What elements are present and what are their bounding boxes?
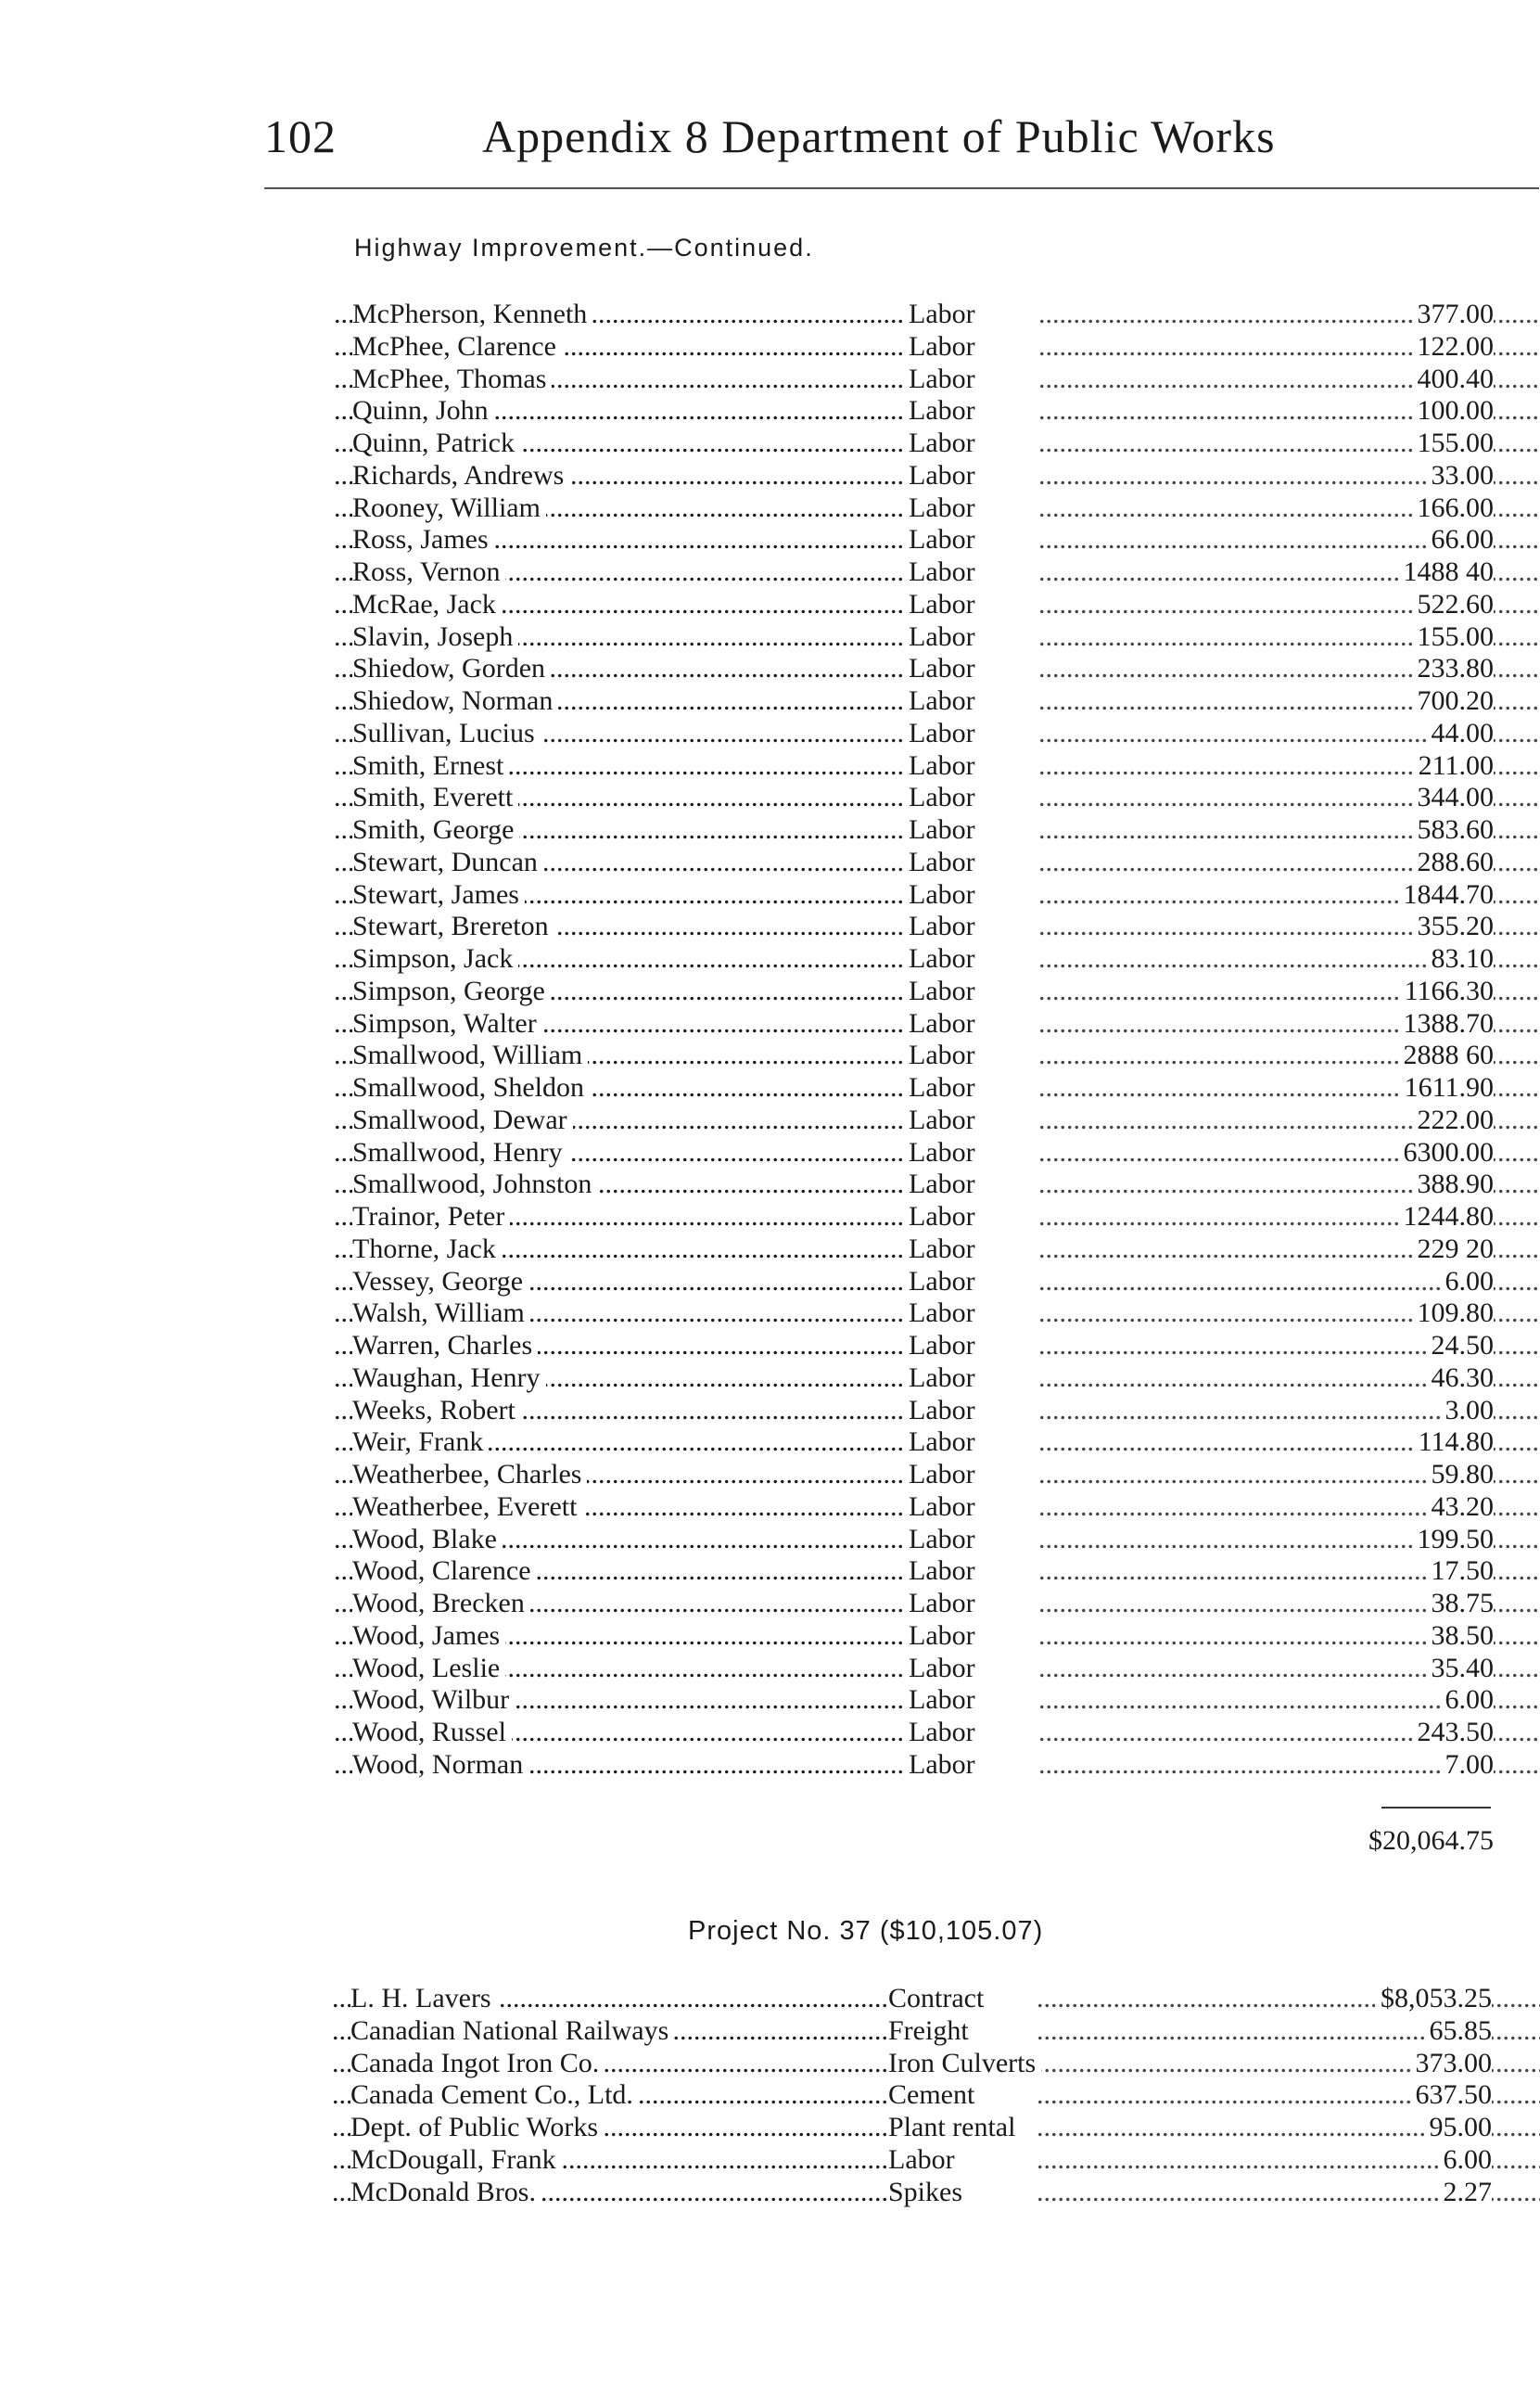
row-amount: 95.00 [1424, 2112, 1493, 2144]
row-name: Wood, Clarence [352, 1555, 537, 1588]
row-name: Weir, Frank [352, 1426, 489, 1459]
row-name: McRae, Jack [352, 589, 502, 621]
table-row [334, 1040, 1493, 1072]
row-type: Contract [888, 1983, 989, 2015]
table-row [334, 814, 1493, 847]
row-type: Labor [909, 1717, 981, 1749]
table-row [334, 750, 1493, 783]
row-amount: 166.00 [1412, 492, 1495, 525]
row-amount: 388.90 [1412, 1169, 1495, 1201]
row-name: Wood, Russel [352, 1717, 512, 1749]
table-row [334, 1459, 1493, 1491]
row-name: Stewart, Duncan [352, 847, 543, 879]
row-name: McPherson, Kenneth [352, 299, 592, 331]
table-row [334, 911, 1493, 943]
table-row [334, 1491, 1493, 1524]
row-name: Walsh, William [352, 1297, 530, 1330]
table-row [334, 1201, 1493, 1233]
row-type: Labor [909, 331, 981, 364]
table-row [334, 685, 1493, 718]
row-name: Sullivan, Lucius [352, 718, 541, 750]
row-name: Smallwood, Henry [352, 1137, 568, 1170]
table-row [334, 653, 1493, 685]
table-row [334, 1297, 1493, 1330]
row-type: Labor [909, 1362, 981, 1395]
row-name: Ross, Vernon [352, 556, 505, 589]
row-name: Rooney, William [352, 492, 546, 525]
row-type: Labor [909, 492, 981, 525]
row-type: Labor [909, 1524, 981, 1556]
row-amount: 43.20 [1426, 1491, 1495, 1524]
table-row [334, 1653, 1493, 1685]
table-row [332, 2177, 1491, 2209]
row-name: Canada Cement Co., Ltd. [350, 2079, 639, 2112]
row-name: Warren, Charles [352, 1330, 538, 1362]
row-name: Canada Ingot Iron Co. [350, 2048, 605, 2080]
row-amount: 2888 60 [1398, 1040, 1495, 1072]
table-row [334, 1717, 1493, 1749]
table-row [334, 589, 1493, 621]
row-name: Wood, Wilbur [352, 1684, 515, 1717]
row-type: Labor [909, 1653, 981, 1685]
labor-list [334, 299, 1493, 1782]
row-amount: 155.00 [1412, 428, 1495, 460]
row-amount: 1844.70 [1398, 879, 1495, 912]
row-name: Simpson, George [352, 976, 551, 1008]
row-name: Wood, Blake [352, 1524, 503, 1556]
row-name: Weatherbee, Everett [352, 1491, 582, 1524]
row-type: Labor [909, 1040, 981, 1072]
table-row [334, 1426, 1493, 1459]
row-type: Labor [909, 556, 981, 589]
row-type: Labor [909, 621, 981, 654]
row-type: Labor [909, 428, 981, 460]
row-amount: 373.00 [1410, 2048, 1493, 2080]
row-amount: 38.50 [1426, 1620, 1495, 1653]
row-amount: 46.30 [1426, 1362, 1495, 1395]
row-type: Spikes [888, 2177, 968, 2209]
row-type: Labor [909, 653, 981, 685]
table-row [334, 556, 1493, 589]
row-amount: 233.80 [1412, 653, 1495, 685]
row-type: Labor [909, 524, 981, 556]
row-amount: 1166.30 [1399, 976, 1494, 1008]
table-row [332, 2079, 1491, 2112]
table-row [334, 976, 1493, 1008]
row-name: Smallwood, Johnston [352, 1169, 597, 1201]
row-name: Wood, James [352, 1620, 505, 1653]
table-row [334, 1008, 1493, 1041]
row-amount: 1611.90 [1399, 1072, 1494, 1105]
table-row [334, 1362, 1493, 1395]
table-row [334, 428, 1493, 460]
row-amount: 222.00 [1412, 1105, 1495, 1137]
row-name: Smallwood, William [352, 1040, 588, 1072]
table-row [334, 364, 1493, 396]
row-amount: 38.75 [1426, 1588, 1495, 1620]
row-amount: 3.00 [1440, 1395, 1495, 1427]
table-row [334, 524, 1493, 556]
row-name: Stewart, James [352, 879, 525, 912]
row-name: Wood, Brecken [352, 1588, 530, 1620]
row-name: Waughan, Henry [352, 1362, 546, 1395]
row-name: Simpson, Jack [352, 943, 518, 976]
row-amount: 522.60 [1412, 589, 1495, 621]
table-row [334, 1395, 1493, 1427]
row-type: Labor [909, 1169, 981, 1201]
section-heading: Highway Improvement.—Continued. [354, 234, 814, 262]
table-row [334, 492, 1493, 525]
row-name: Weatherbee, Charles [352, 1459, 587, 1491]
table-row [334, 1266, 1493, 1298]
row-amount: 6.00 [1438, 2144, 1493, 2177]
row-amount: 33.00 [1426, 460, 1495, 492]
row-name: Dept. of Public Works [350, 2112, 604, 2144]
row-amount: 7.00 [1440, 1749, 1495, 1782]
row-type: Labor [909, 1395, 981, 1427]
row-type: Labor [909, 1555, 981, 1588]
row-amount: 243.50 [1412, 1717, 1495, 1749]
row-amount: $8,053.25 [1375, 1983, 1492, 2015]
row-amount: 155.00 [1412, 621, 1495, 654]
page-title: Appendix 8 Department of Public Works [482, 110, 1276, 162]
row-name: Quinn, Patrick [352, 428, 520, 460]
row-type: Labor [909, 879, 981, 912]
row-name: Shiedow, Norman [352, 685, 558, 718]
row-type: Labor [909, 1137, 981, 1170]
table-row [332, 2112, 1491, 2144]
table-row [334, 460, 1493, 492]
table-row [334, 847, 1493, 879]
row-type: Labor [909, 1233, 981, 1266]
row-name: Thorne, Jack [352, 1233, 502, 1266]
row-name: Shiedow, Gorden [352, 653, 551, 685]
row-amount: 377.00 [1412, 299, 1495, 331]
row-amount: 637.50 [1410, 2079, 1493, 2112]
row-type: Labor [909, 1459, 981, 1491]
page-number: 102 [264, 110, 337, 162]
row-amount: 35.40 [1426, 1653, 1495, 1685]
row-type: Plant rental [888, 2112, 1021, 2144]
table-row [334, 782, 1493, 814]
row-name: Trainor, Peter [352, 1201, 510, 1233]
row-type: Labor [909, 589, 981, 621]
row-type: Labor [909, 1749, 981, 1782]
row-type: Labor [909, 1201, 981, 1233]
row-type: Labor [909, 1072, 981, 1105]
row-type: Labor [909, 718, 981, 750]
table-row [334, 299, 1493, 331]
row-type: Labor [909, 299, 981, 331]
row-name: Simpson, Walter [352, 1008, 542, 1041]
row-name: Stewart, Brereton [352, 911, 554, 943]
row-amount: 59.80 [1426, 1459, 1495, 1491]
row-amount: 400.40 [1412, 364, 1495, 396]
total-rule [1381, 1807, 1491, 1809]
row-type: Labor [909, 364, 981, 396]
table-row [334, 1749, 1493, 1782]
row-name: Smith, Everett [352, 782, 518, 814]
row-type: Labor [909, 911, 981, 943]
row-amount: 355.20 [1412, 911, 1495, 943]
row-name: Wood, Leslie [352, 1653, 505, 1685]
row-type: Labor [909, 1620, 981, 1653]
table-row [334, 1555, 1493, 1588]
row-amount: 114.80 [1413, 1426, 1494, 1459]
table-row [334, 1169, 1493, 1201]
row-name: Weeks, Robert [352, 1395, 521, 1427]
table-row [334, 1524, 1493, 1556]
header-rule [264, 187, 1539, 189]
table-row [334, 1330, 1493, 1362]
row-name: McDougall, Frank [350, 2144, 562, 2177]
table-row [334, 943, 1493, 976]
row-type: Labor [909, 1426, 981, 1459]
row-name: Smith, George [352, 814, 519, 847]
row-amount: 199.50 [1412, 1524, 1495, 1556]
row-name: Smallwood, Dewar [352, 1105, 573, 1137]
row-name: L. H. Lavers [350, 1983, 497, 2015]
table-row [334, 1620, 1493, 1653]
row-amount: 700.20 [1412, 685, 1495, 718]
table-row [334, 1072, 1493, 1105]
row-name: McPhee, Thomas [352, 364, 552, 396]
row-name: Smith, Ernest [352, 750, 509, 783]
row-amount: 24.50 [1426, 1330, 1495, 1362]
row-type: Labor [909, 976, 981, 1008]
project-list [332, 1983, 1491, 2208]
row-type: Labor [909, 1684, 981, 1717]
row-name: Smallwood, Sheldon [352, 1072, 590, 1105]
table-row [334, 621, 1493, 654]
table-row [334, 718, 1493, 750]
row-type: Labor [909, 1105, 981, 1137]
row-type: Cement [888, 2079, 980, 2112]
row-amount: 2.27 [1438, 2177, 1493, 2209]
row-name: Quinn, John [352, 395, 494, 428]
row-type: Labor [909, 782, 981, 814]
table-row [334, 879, 1493, 912]
row-type: Iron Culverts [888, 2048, 1041, 2080]
row-amount: 65.85 [1424, 2015, 1493, 2048]
table-row [332, 2015, 1491, 2048]
row-amount: 211.00 [1413, 750, 1494, 783]
row-name: Wood, Norman [352, 1749, 528, 1782]
row-amount: 344.00 [1412, 782, 1495, 814]
section-total: $20,064.75 [1368, 1825, 1494, 1856]
row-type: Labor [909, 814, 981, 847]
row-amount: 66.00 [1426, 524, 1495, 556]
table-row [334, 1233, 1493, 1266]
row-amount: 83.10 [1426, 943, 1495, 976]
row-amount: 6300.00 [1398, 1137, 1495, 1170]
row-name: McDonald Bros. [350, 2177, 541, 2209]
row-type: Labor [909, 1008, 981, 1041]
row-type: Labor [909, 943, 981, 976]
row-type: Labor [888, 2144, 961, 2177]
row-type: Labor [909, 1330, 981, 1362]
row-name: Vessey, George [352, 1266, 528, 1298]
table-row [332, 2048, 1491, 2080]
row-type: Freight [888, 2015, 974, 2048]
row-type: Labor [909, 685, 981, 718]
row-amount: 1388.70 [1398, 1008, 1495, 1041]
row-amount: 1488 40 [1398, 556, 1495, 589]
table-row [334, 1137, 1493, 1170]
table-row [334, 395, 1493, 428]
row-amount: 6.00 [1440, 1266, 1495, 1298]
row-amount: 6.00 [1440, 1684, 1495, 1717]
row-amount: 44.00 [1426, 718, 1495, 750]
table-row [334, 331, 1493, 364]
row-type: Labor [909, 847, 981, 879]
row-name: McPhee, Clarence [352, 331, 562, 364]
row-amount: 1244.80 [1398, 1201, 1495, 1233]
row-amount: 229 20 [1412, 1233, 1495, 1266]
row-type: Labor [909, 460, 981, 492]
row-amount: 109.80 [1412, 1297, 1495, 1330]
row-amount: 17.50 [1426, 1555, 1495, 1588]
row-amount: 122.00 [1412, 331, 1495, 364]
row-type: Labor [909, 750, 981, 783]
table-row [334, 1588, 1493, 1620]
row-type: Labor [909, 1297, 981, 1330]
table-row [334, 1105, 1493, 1137]
row-amount: 583.60 [1412, 814, 1495, 847]
row-name: Ross, James [352, 524, 494, 556]
row-type: Labor [909, 1588, 981, 1620]
table-row [332, 2144, 1491, 2177]
project-heading: Project No. 37 ($10,105.07) [688, 1916, 1044, 1946]
row-name: Richards, Andrews [352, 460, 569, 492]
row-name: Canadian National Railways [350, 2015, 674, 2048]
row-type: Labor [909, 395, 981, 428]
row-type: Labor [909, 1266, 981, 1298]
row-amount: 288.60 [1412, 847, 1495, 879]
row-name: Slavin, Joseph [352, 621, 518, 654]
table-row [334, 1684, 1493, 1717]
row-amount: 100.00 [1412, 395, 1495, 428]
table-row [332, 1983, 1491, 2015]
row-type: Labor [909, 1491, 981, 1524]
